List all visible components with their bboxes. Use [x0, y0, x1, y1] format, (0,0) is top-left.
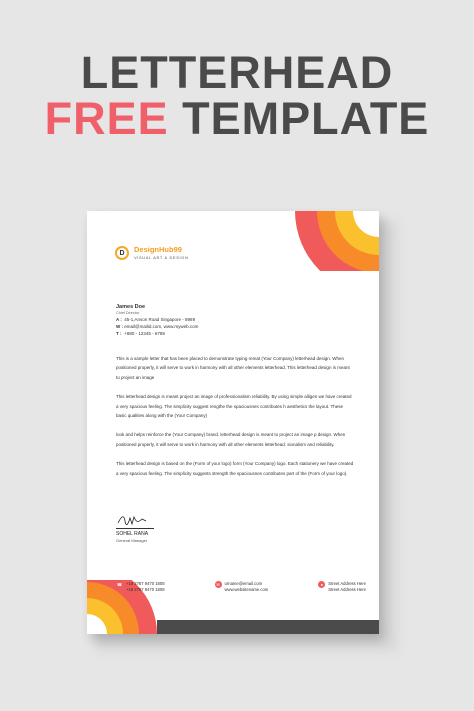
address-value: 45-1,Anson Road Singapore - 8989 — [124, 317, 196, 322]
address-label: A : — [116, 317, 122, 322]
sender-phone — [116, 330, 198, 337]
footer-phone-2: +18 2767 9470 1808 — [126, 587, 165, 592]
signature-block — [116, 513, 154, 543]
footer-address-2: Street Address Here — [328, 587, 366, 592]
signatory-title: General Manager — [116, 538, 148, 543]
sender-address — [116, 316, 198, 323]
sender-name: James Doe — [116, 304, 146, 310]
email-icon: ✉ — [216, 582, 220, 587]
footer-contacts — [116, 581, 366, 593]
phone-label: T : — [116, 331, 122, 336]
footer-web — [215, 581, 269, 593]
footer-phone-1: +18 2767 9470 1808 — [126, 581, 165, 586]
sender-web — [116, 323, 198, 330]
footer-phones — [116, 581, 165, 593]
headline-line-1: LETTERHEAD — [80, 47, 394, 98]
letter-body — [116, 354, 354, 488]
web-value: email@mailid.com, www.myweb.com — [124, 324, 199, 329]
web-label: W : — [116, 324, 123, 329]
footer-email: urname@email.com — [224, 581, 263, 586]
phone-value: +880 - 12345 - 6789 — [124, 331, 165, 336]
logo-tagline: VISUAL ART & DESIGN — [134, 254, 189, 260]
signatory-name: SOHEL RANA — [116, 531, 149, 537]
headline-rest: TEMPLATE — [168, 93, 430, 144]
body-paragraph: look and helps reinforce the (Your Company) brand. letterhead design is meant to project an image p design. When positioned properly, it will serve to work in harmony with all other elements letterhead. sionalism and reliability. — [116, 432, 346, 447]
corner-arcs-top-right — [294, 211, 379, 271]
footer-address-1: Street Address Here — [328, 581, 366, 586]
headline-line-2 — [0, 93, 474, 144]
footer-bar — [157, 620, 379, 634]
body-paragraph: This letterhead design is based on the (Form of your logo) form (Your Company) logo. Each stationery we have created a very spacious feeling. The simplicity suggests strength the spaciousnes contributes part of the (Form of your logo). — [116, 461, 354, 476]
footer-website: www.websitename.com — [224, 587, 269, 592]
sender-role: Chief Director — [116, 311, 140, 315]
logo-mark: D — [115, 246, 129, 260]
signature-line — [116, 528, 154, 529]
body-paragraph: This letterhead design is meant project an image of professionalism reliability. By using simple alligen we have created a very spacious feeling. The simplicity suggest rengthe the spaciousnes contributes h aesthetics the layout. These basic qualities along with the (Your Company) — [116, 394, 352, 419]
signature-scribble — [116, 513, 152, 527]
company-logo — [115, 246, 188, 260]
footer-address — [318, 581, 366, 593]
sender-block — [116, 304, 198, 337]
body-paragraph: This is a sample letter that has been placed to demonstrate typing remat (Your Company) letterhead design. When positioned properly, it will serve to work in harmony with all other elements letterhead. This letterhead design is meant to project an image — [116, 356, 350, 380]
headline-accent-word: FREE — [44, 93, 169, 144]
letterhead-page — [87, 211, 379, 634]
logo-name: DesignHub99 — [134, 245, 182, 255]
phone-icon: ☎ — [117, 582, 122, 587]
location-pin-icon: ● — [318, 581, 325, 588]
